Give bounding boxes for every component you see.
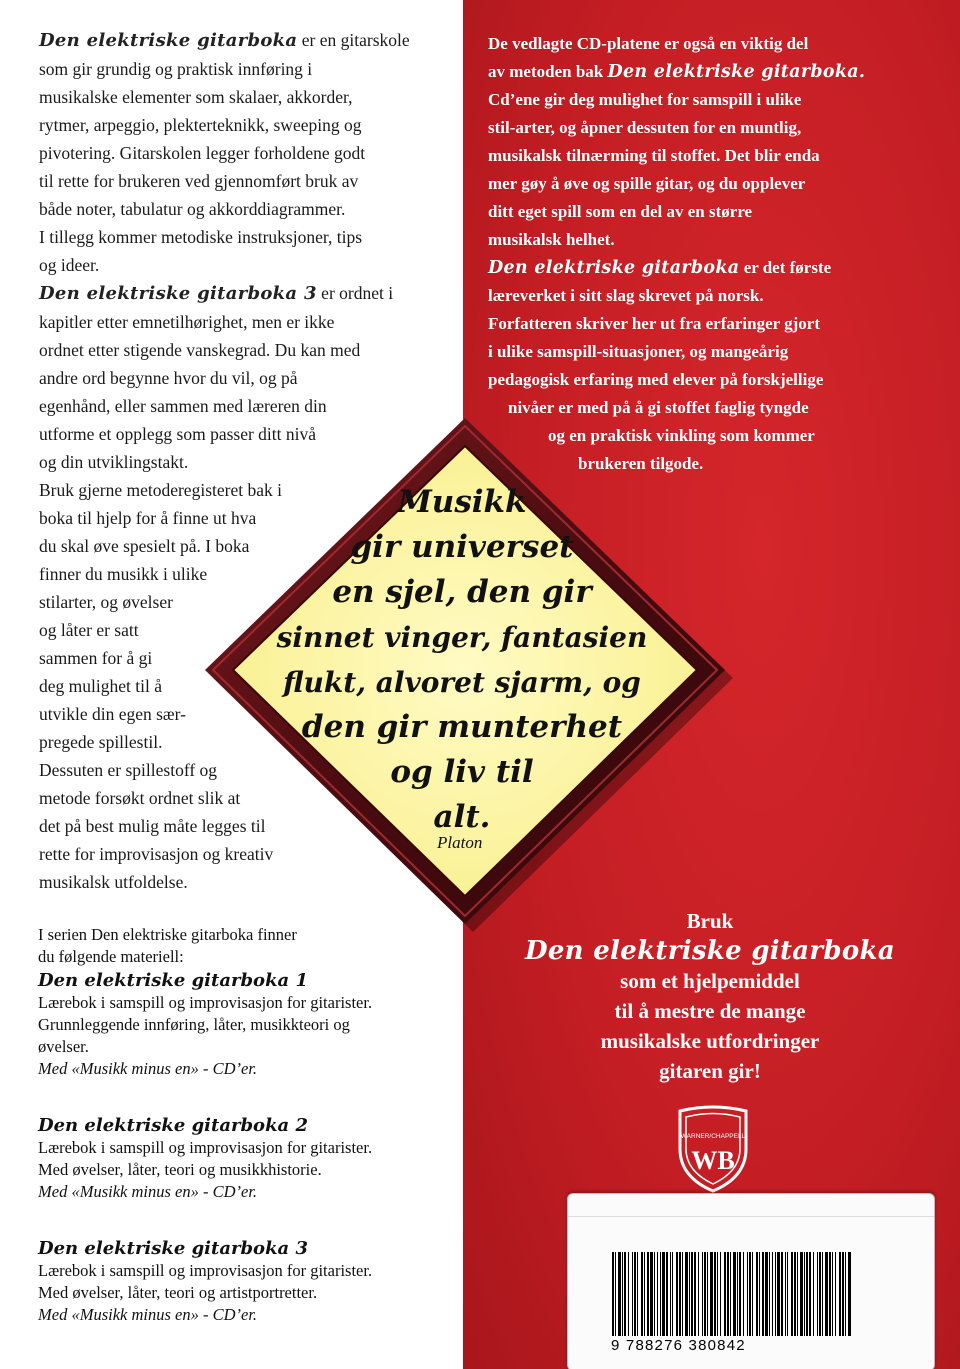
series-book-cd: Med «Musikk minus en» - CD’er. (38, 1059, 258, 1078)
barcode-bar (817, 1252, 818, 1336)
left-line: ordnet etter stigende vanskegrad. Du kan med (39, 340, 361, 360)
barcode-bar (679, 1252, 681, 1336)
book-title-script: Den elektriske gitarboka (39, 30, 298, 51)
right-line: nivåer er med på å gi stoffet faglig tyngde (508, 398, 809, 417)
quote-author: Platon (437, 833, 483, 852)
barcode-bar (689, 1252, 690, 1336)
right-line: brukeren tilgode. (578, 454, 704, 473)
barcode-bar (743, 1252, 744, 1336)
barcode-bar (702, 1252, 703, 1336)
barcode-bar (747, 1252, 748, 1336)
quote-line: Musikk (397, 484, 527, 520)
barcode-bar (618, 1252, 621, 1336)
barcode-bar (717, 1252, 718, 1336)
left-line: det på best mulig måte legges til (39, 816, 266, 836)
barcode-bar (752, 1252, 753, 1336)
right-line: De vedlagte CD-platene er også en viktig del (488, 34, 809, 53)
barcode-bar (685, 1252, 688, 1336)
right-line: i ulike samspill-situasjoner, og mangeårig (488, 342, 789, 361)
barcode-bar (727, 1252, 729, 1336)
series-book-title: Den elektriske gitarboka 3 (38, 1238, 308, 1259)
barcode-bar (845, 1252, 846, 1336)
barcode-bar (644, 1252, 645, 1336)
barcode-bar (672, 1252, 673, 1336)
barcode-digits: 9 788276 380842 (611, 1337, 746, 1354)
barcode-bar (787, 1252, 788, 1336)
left-line: utvikle din egen sær- (39, 704, 186, 724)
promo-block (500, 906, 920, 1086)
barcode-bar (822, 1252, 823, 1336)
barcode-bar (848, 1252, 851, 1336)
series-intro: du følgende materiell: (38, 947, 184, 966)
left-line: rytmer, arpeggio, plekterteknikk, sweeping og (39, 115, 362, 135)
barcode-bar (765, 1252, 768, 1336)
barcode-bar (777, 1252, 780, 1336)
barcode-bar (634, 1252, 636, 1336)
series-intro: I serien Den elektriske gitarboka finner (38, 925, 297, 944)
left-line: andre ord begynne hvor du vil, og på (39, 368, 298, 388)
barcode-bar (842, 1252, 844, 1336)
barcode-bar (612, 1252, 614, 1336)
series-book-cd: Med «Musikk minus en» - CD’er. (38, 1182, 258, 1201)
barcode-bar (657, 1252, 658, 1336)
barcode-bar (781, 1252, 783, 1336)
barcode-bar (791, 1252, 793, 1336)
promo-line: musikalske utfordringer (600, 1029, 820, 1053)
series-book-desc: øvelser. (38, 1037, 89, 1056)
barcode-bar (628, 1252, 629, 1336)
barcode-bar (704, 1252, 706, 1336)
barcode-bar (670, 1252, 671, 1336)
left-line: som gir grundig og praktisk innføring i (39, 59, 313, 79)
barcode-bar (641, 1252, 643, 1336)
barcode-bar (654, 1252, 655, 1336)
barcode-bar (730, 1252, 731, 1336)
left-line: og ideer. (39, 255, 100, 275)
platon-quote (262, 480, 662, 840)
barcode-bar (756, 1252, 758, 1336)
barcode-bar (710, 1252, 713, 1336)
series-book-desc: Med øvelser, låter, teori og musikkhistorie. (38, 1160, 322, 1179)
right-line: stil-arter, og åpner dessuten for en muntlig, (488, 118, 802, 137)
right-line: læreverket i sitt slag skrevet på norsk. (488, 286, 764, 305)
barcode-bar (819, 1252, 821, 1336)
left-line: pivotering. Gitarskolen legger forholdene godt (39, 143, 366, 163)
series-book-title: Den elektriske gitarboka 1 (38, 970, 308, 991)
right-line: musikalsk helhet. (488, 230, 615, 249)
barcode-bar (662, 1252, 665, 1336)
quote-line: alt. (433, 799, 491, 835)
series-book-desc: Lærebok i samspill og improvisasjon for gitarister. (38, 1138, 373, 1157)
left-line: sammen for å gi (39, 648, 153, 668)
logo-text: WARNER/CHAPPELL (680, 1133, 746, 1140)
barcode-bar (804, 1252, 805, 1336)
barcode-bar (615, 1252, 616, 1336)
barcode-bar (737, 1252, 738, 1336)
right-line: ditt eget spill som en del av en større (488, 202, 753, 221)
right-line-9: Den elektriske gitarboka er det første (488, 258, 832, 278)
barcode-bar (698, 1252, 699, 1336)
series-list (38, 924, 468, 1326)
barcode-bar (809, 1252, 811, 1336)
book-title-script: Den elektriske gitarboka 3 (39, 283, 317, 304)
barcode-bar (622, 1252, 623, 1336)
barcode-bar (632, 1252, 633, 1336)
right-line: Cd’ene gir deg mulighet for samspill i ulike (488, 90, 802, 109)
right-description (488, 30, 948, 478)
right-line: Forfatteren skriver her ut fra erfaringer gjort (488, 314, 821, 333)
barcode-bar (624, 1252, 626, 1336)
promo-line: gitaren gir! (659, 1059, 761, 1083)
barcode-bar (806, 1252, 808, 1336)
left-line: Dessuten er spillestoff og (39, 760, 218, 780)
barcode-bar (759, 1252, 760, 1336)
left-line: I tillegg kommer metodiske instruksjoner, tips (39, 227, 363, 247)
barcode-icon (612, 1252, 852, 1336)
left-line-10: Den elektriske gitarboka 3 er ordnet i (39, 283, 394, 304)
left-line: finner du musikk i ulike (39, 564, 208, 584)
series-book-desc: Grunnleggende innføring, låter, musikkteori og (38, 1015, 350, 1034)
left-line: både noter, tabulatur og akkorddiagrammer. (39, 199, 346, 219)
barcode-bar (813, 1252, 814, 1336)
left-line: til rette for brukeren ved gjennomført bruk av (39, 171, 359, 191)
barcode-bar (676, 1252, 678, 1336)
barcode-sticker (567, 1193, 935, 1369)
left-line: kapitler etter emnetilhørighet, men er ikke (39, 312, 335, 332)
quote-line: en sjel, den gir (332, 574, 592, 610)
barcode-bar (785, 1252, 786, 1336)
quote-line: flukt, alvoret sjarm, og (283, 666, 641, 699)
series-book-title: Den elektriske gitarboka 2 (38, 1115, 308, 1136)
right-line: musikalsk tilnærming til stoffet. Det blir enda (488, 146, 820, 165)
barcode-bar (800, 1252, 803, 1336)
barcode-bar (829, 1252, 831, 1336)
series-book-desc: Med øvelser, låter, teori og artistportretter. (38, 1283, 318, 1302)
left-line: metode forsøkt ordnet slik at (39, 788, 241, 808)
barcode-bar (660, 1252, 661, 1336)
barcode-bar (650, 1252, 653, 1336)
barcode-bar (637, 1252, 638, 1336)
barcode-bar (694, 1252, 696, 1336)
series-book-desc: Lærebok i samspill og improvisasjon for gitarister. (38, 1261, 373, 1280)
promo-book-title: Den elektriske gitarboka (524, 936, 896, 966)
left-line: utforme et opplegg som passer ditt nivå (39, 424, 317, 444)
left-line: du skal øve spesielt på. I boka (39, 536, 250, 556)
sticker-strip (568, 1194, 934, 1217)
barcode-bar (714, 1252, 716, 1336)
left-line: Bruk gjerne metoderegisteret bak i (39, 480, 282, 500)
barcode-bar (797, 1252, 798, 1336)
wb-shield-icon (672, 1105, 754, 1193)
promo-line: til å mestre de mange (614, 999, 806, 1023)
left-line: musikalske elementer som skalaer, akkorder, (39, 87, 353, 107)
left-line: pregede spillestil. (39, 732, 163, 752)
barcode-bar (794, 1252, 796, 1336)
left-line: rette for improvisasjon og kreativ (39, 844, 274, 864)
series-book-desc: Lærebok i samspill og improvisasjon for gitarister. (38, 993, 373, 1012)
barcode-bar (762, 1252, 764, 1336)
barcode-bar (666, 1252, 668, 1336)
quote-line: den gir munterhet (301, 709, 623, 745)
left-line: boka til hjelp for å finne ut hva (39, 508, 257, 528)
logo-initials: WB (691, 1146, 735, 1175)
right-line: pedagogisk erfaring med elever på forskjellige (488, 370, 824, 389)
quote-line: og liv til (390, 754, 534, 790)
barcode-bar (691, 1252, 693, 1336)
quote-line: gir universet (350, 529, 574, 565)
quote-line: sinnet vinger, fantasien (276, 621, 648, 654)
left-line: deg mulighet til å (39, 676, 162, 696)
series-book-cd: Med «Musikk minus en» - CD’er. (38, 1305, 258, 1324)
book-title-script: Den elektriske gitarboka. (607, 62, 866, 82)
barcode-bar (749, 1252, 751, 1336)
barcode-bar (733, 1252, 736, 1336)
barcode-bar (775, 1252, 776, 1336)
barcode-bar (832, 1252, 833, 1336)
barcode-bar (720, 1252, 721, 1336)
barcode-bar (772, 1252, 773, 1336)
barcode-bar (682, 1252, 683, 1336)
barcode-bar (769, 1252, 770, 1336)
left-line: stilarter, og øvelser (39, 592, 173, 612)
right-line: og en praktisk vinkling som kommer (548, 426, 815, 445)
left-line-1: Den elektriske gitarboka er en gitarskole (39, 30, 410, 51)
left-line: musikalsk utfoldelse. (39, 872, 188, 892)
promo-line: som et hjelpemiddel (620, 969, 800, 993)
barcode-bar (825, 1252, 828, 1336)
barcode-bar (839, 1252, 841, 1336)
right-line-2: av metoden bak Den elektriske gitarboka. (488, 62, 866, 82)
barcode-bar (707, 1252, 708, 1336)
barcode-bar (724, 1252, 726, 1336)
promo-line: Bruk (686, 909, 734, 933)
left-line: og din utviklingstakt. (39, 452, 189, 472)
barcode-bar (739, 1252, 741, 1336)
right-line: mer gøy å øve og spille gitar, og du opplever (488, 174, 806, 193)
barcode-bar (835, 1252, 836, 1336)
left-line: og låter er satt (39, 620, 139, 640)
left-line: egenhånd, eller sammen med læreren din (39, 396, 327, 416)
barcode-bar (647, 1252, 649, 1336)
book-title-script: Den elektriske gitarboka (488, 258, 740, 278)
